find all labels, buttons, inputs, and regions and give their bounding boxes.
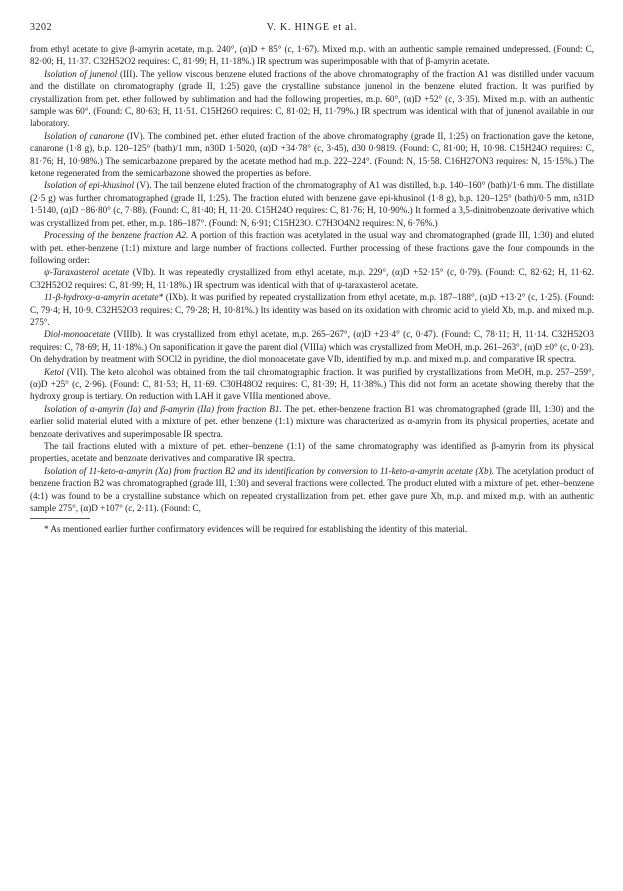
- paragraph-heading: Isolation of canarone: [44, 130, 124, 141]
- running-head: [30, 22, 594, 36]
- paragraph-heading: 11-β-hydroxy-α-amyrin acetate*: [44, 292, 164, 303]
- body-paragraph: [30, 403, 594, 440]
- paragraph-text: (III). The yellow viscous benzene eluted fractions of the above chromatography of the fraction A1 was distilled under vacuum and the distillate on chromatography (grade II, 1:25) gave the crystalline substance junenol in the benzene eluted fraction. It was purified by crystallization from pet. ether followed by sublimation and had the following properties, m.p. 60°, (α)D +52° (c, 3·35). Mixed m.p. with an authentic sample was 60°. (Found: C, 80·63; H, 11·51. C15H26O requires: C, 81·02; H, 11·79%.) IR spectrum was identical with that of junenol available in our laboratory.: [30, 68, 595, 129]
- running-head-authors: V. K. HINGE et al.: [266, 22, 358, 33]
- paragraph-heading: Isolation of junenol: [44, 68, 118, 79]
- body-paragraph: [30, 130, 594, 180]
- paragraph-text: from ethyl acetate to give β-amyrin acetate, m.p. 240°, (α)D + 85° (c, 1·67). Mixed m.p. with an authentic sample remained undepressed. (Found: C, 82·00; H, 11·37. C32H52O2 requires: C, 81·99; H, 11·18%.) IR spectrum was superimposable with that of β-amyrin acetate.: [30, 44, 594, 67]
- body-paragraph: [30, 465, 594, 515]
- body-paragraph: [30, 266, 594, 291]
- body-paragraph: [30, 229, 594, 266]
- paragraph-heading: Ketol: [44, 366, 64, 377]
- body-paragraph: [30, 291, 594, 328]
- paragraph-text: The pet. ether-benzene fraction B1 was chromatographed (grade III, 1:30) and the earlier solid material eluted with a mixture of pet. ether benzene (1:1) mixture was characterized as α-amyrin from its physical properties, acetate and benzoate derivatives and superimposable IR spectra.: [30, 403, 594, 439]
- body-paragraph: [30, 440, 594, 465]
- paragraph-heading: Processing of the benzene fraction A2.: [44, 230, 189, 241]
- page-number: 3202: [30, 22, 52, 33]
- body-paragraph: [30, 43, 594, 68]
- paragraph-heading: ψ-Taraxasterol acetate: [44, 267, 130, 278]
- paragraph-heading: Diol-monoacetate: [44, 329, 111, 340]
- paragraph-text: (V). The tail benzene eluted fraction of the chromatography of A1 was distilled, b.p. 140–160° (bath)/1·6 mm. The distillate (2·5 g) was further chromatographed (grade II, 1:25). The fraction eluted with benzene gave epi-khusinol (1·8 g), b.p. 120–125° (bath)/0·5 mm, n31D 1·5140, (α)D −86·80° (c, 7·88). (Found: C, 81·40; H, 11·20. C15H24O requires: C, 81·76; H, 10·90%.) It formed a 3,5-dinitrobenzoate derivative which was crystallized from pet. ether, m.p. 186–187°. (Found: N, 6·91; C15H23O. C7H3O4N2 requires: N, 6·76%.): [30, 180, 595, 228]
- paragraph-text: (IXb). It was purified by repeated crystallization from ethyl acetate, m.p. 187–188°, (α)D +13·2° (c, 1·25). (Found: C, 79·4; H, 10·9. C32H52O3 requires: C, 79·28; H, 10·81%.) Its identity was based on its oxidation with chromic acid to yield Xb, m.p. and mixed m.p. 275°.: [30, 292, 594, 327]
- paragraph-heading: Isolation of epi-khusinol: [44, 180, 135, 191]
- body-paragraph: [30, 68, 594, 130]
- paragraph-text: The tail fractions eluted with a mixture of pet. ether–benzene (1:1) of the same chromatography was identified as β-amyrin from its physical properties, acetate and benzoate derivatives and comparative IR spectra.: [30, 441, 594, 464]
- paragraph-text: (VII). The keto alcohol was obtained from the tail chromatographic fraction. It was purified by crystallizations from MeOH, m.p. 257–259°, (α)D +25° (c, 2·96). (Found: C, 81·53; H, 11·69. C30H48O2 requires: C, 81·39; H, 11·38%.) This did not form an acetate showing thereby that the hydroxy group is tertiary. On reduction with LAH it gave VIIIa mentioned above.: [30, 366, 594, 402]
- paragraph-heading: Isolation of α-amyrin (Ia) and β-amyrin (IIa) from fraction B1.: [44, 403, 282, 414]
- journal-page: [30, 22, 594, 536]
- paragraph-text: A portion of this fraction was acetylated in the usual way and chromatographed (grade III, 1:30) and eluted with pet. ether-benzene (1:1) mixture and large number of fractions collected. Further processing of these fractions gave the four compounds in the following order:: [30, 230, 594, 265]
- paragraph-text: (IV). The combined pet. ether eluted fraction of the above chromatography (grade II, 1:25) on fractionation gave the ketone, canarone (1·8 g), b.p. 120–125° (bath)/1 mm, n30D 1·5020, (α)D +34·78° (c, 3·45), d30 0·9819. (Found: C, 81·00; H, 10·98. C15H24O requires: C, 81·76; H, 10·98%.) The semicarbazone prepared by the acetate method had m.p. 222–224°. (Found: N, 15·58. C16H27ON3 requires: N, 15·15%.) The ketone regenerated from the semicarbazone showed the properties as before.: [30, 130, 594, 179]
- body-paragraph: [30, 179, 594, 229]
- paragraph-text: The acetylation product of benzene fraction B2 was chromatographed (grade III, 1:30) and several fractions were collected. The product eluted with a mixture of pet. ether–benzene (4:1) was found to be a crystalline substance which on repeated crystallization from pet. ether gave pure Xb, m.p. and mixed m.p. with an authentic sample 275°, (α)D +107° (c, 2·11). (Found: C,: [30, 465, 595, 514]
- paragraph-text: (VIb). It was repeatedly crystallized from ethyl acetate, m.p. 229°, (α)D +52·15° (c, 0·79). (Found: C, 82·62; H, 11·62. C32H52O2 requires: C, 81·99; H, 11·18%.) IR spectrum was identical with that of ψ-taraxasterol acetate.: [30, 267, 594, 290]
- body-paragraph: [30, 328, 594, 365]
- paragraph-text: (VIIIb). It was crystallized from ethyl acetate, m.p. 265–267°, (α)D +23·4° (c, 0·47). (Found: C, 78·11; H, 11·14. C32H52O3 requires: C, 78·69; H, 11·18%.) On saponification it gave the parent diol (VIIIa) which was crystallized from MeOH, m.p. 261–263°, (α)D ±0° (c, 0·23). On dehydration by treatment with SOCl2 in pyridine, the diol monoacetate gave VIb, identified by m.p. and mixed m.p. and comparative IR spectra.: [30, 329, 594, 365]
- article-body: [30, 43, 594, 514]
- body-paragraph: [30, 366, 594, 403]
- footnote: * As mentioned earlier further confirmatory evidences will be required for establishing the identity of this material.: [44, 524, 468, 535]
- footnote-divider: [30, 518, 90, 519]
- paragraph-heading: Isolation of 11-keto-α-amyrin (Xa) from fraction B2 and its identification by conversion to 11-keto-α-amyrin acetate (Xb).: [44, 465, 494, 476]
